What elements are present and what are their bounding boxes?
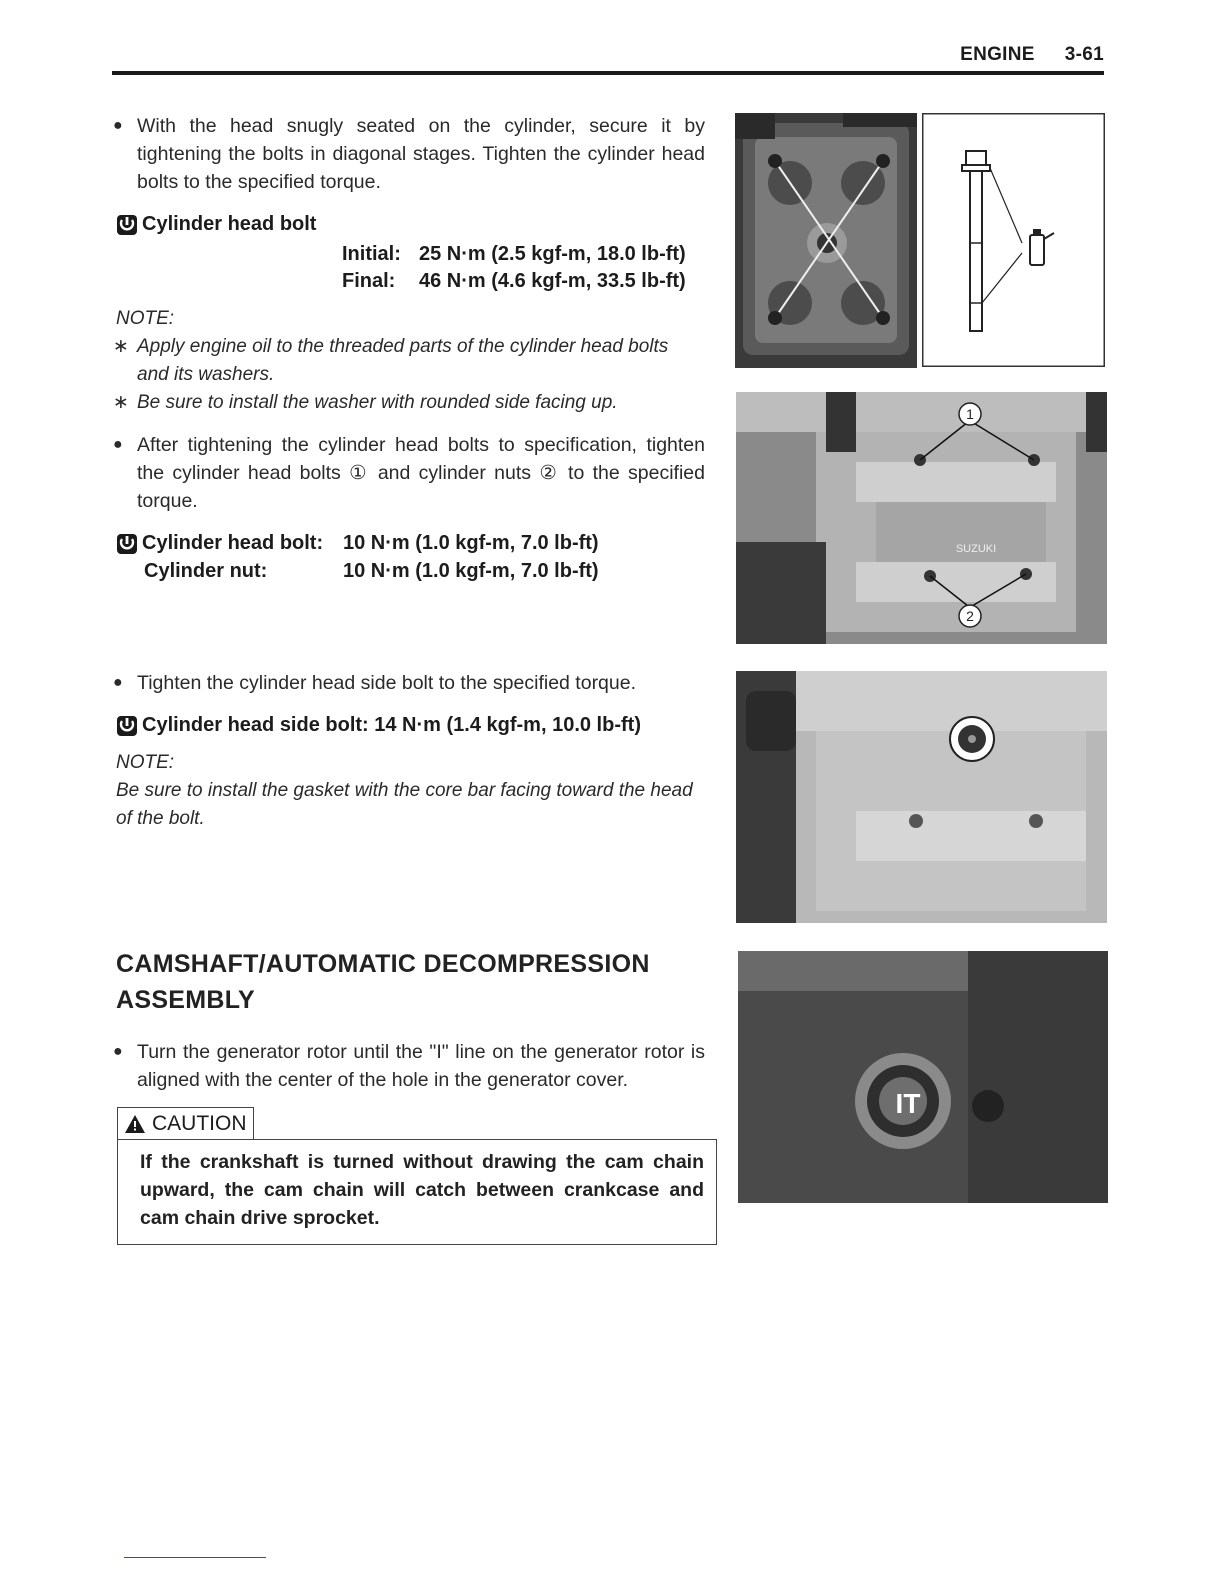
bullet-dot: ● [113,117,123,134]
note-label: NOTE: [116,308,175,329]
spec-final-value: 46 N·m (4.6 kgf-m, 33.5 lb-ft) [419,270,686,292]
caution-text: If the crankshaft is turned without drawing the cam chain upward, the cam chain will catch between crankcase and cam chain drive sprocket. [117,1139,717,1245]
callout-2: 2 [966,608,974,624]
header-page-number: 3-61 [1064,44,1104,65]
note-item: ∗ Be sure to install the washer with rounded side facing up. [113,392,618,413]
footer-line [124,1557,266,1558]
bullet-dot: ● [113,436,123,453]
page-header [930,44,1104,66]
note-label: NOTE: [116,752,175,773]
section-title: CAMSHAFT/AUTOMATIC DECOMPRESSION ASSEMBLY [116,950,650,1014]
bullet-dot: ● [113,1043,123,1060]
spec-final-label: Final: [342,270,396,292]
spec-bolt-nut-title: Cylinder head bolt: [116,532,323,555]
figure-head-bolts-nuts [736,392,1107,644]
figure-bolt-oil-diagram [922,113,1105,367]
header-section: ENGINE [960,44,1035,65]
header-rule [112,71,1104,75]
instruction-side-bolt: ● Tighten the cylinder head side bolt to the specified torque. [113,669,705,697]
spec-cylinder-head-bolt-title: Cylinder head bolt [116,213,316,236]
spec-initial-value: 25 N·m (2.5 kgf-m, 18.0 lb-ft) [419,243,686,265]
brand-label: SUZUKI [955,543,997,555]
spec-side-bolt: Cylinder head side bolt: 14 N·m (1.4 kgf-m, 10.0 lb-ft) [116,714,641,737]
callout-1: 1 [966,406,974,422]
instruction-retighten: ● After tightening the cylinder head bolts to specification, tighten the cylinder head bolts ① and cylinder nuts ② to the specified torque. [113,431,705,515]
figure-generator-hole [738,951,1108,1203]
figure-head-side-bolt [736,671,1107,923]
note-text: Be sure to install the gasket with the core bar facing toward the head of the bolt. [116,780,693,829]
caution-label: CAUTION [117,1107,254,1140]
torque-wrench-icon [116,214,138,236]
warning-triangle-icon [124,1114,146,1134]
timing-mark: IT [895,1088,921,1119]
spec-nut-value: 10 N·m (1.0 kgf-m, 7.0 lb-ft) [343,560,599,582]
instruction-turn-rotor: ● Turn the generator rotor until the "I" line on the generator rotor is aligned with the center of the hole in the generator cover. [113,1038,705,1094]
spec-bolt-value: 10 N·m (1.0 kgf-m, 7.0 lb-ft) [343,532,599,554]
spec-nut-label: Cylinder nut: [144,560,268,582]
instruction-tighten-diagonal: ● With the head snugly seated on the cylinder, secure it by tightening the bolts in diagonal stages. Tighten the cylinder head bolts to the specified torque. [113,112,705,196]
torque-wrench-icon [116,715,138,737]
bullet-dot: ● [113,674,123,691]
torque-wrench-icon [116,533,138,555]
spec-initial-label: Initial: [342,243,401,265]
figure-head-bolt-pattern [735,113,917,368]
note-item: ∗ Apply engine oil to the threaded parts of the cylinder head bolts and its washers. [113,336,669,385]
